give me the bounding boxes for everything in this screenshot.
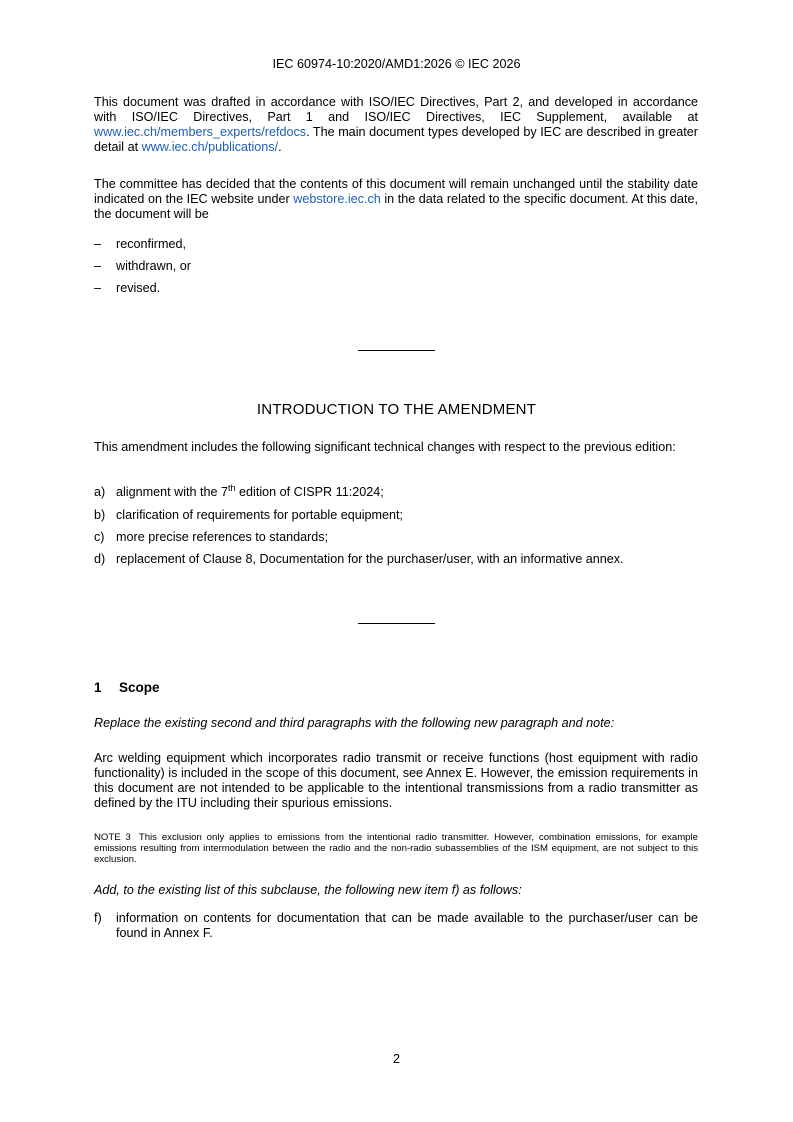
list-item-text: clarification of requirements for portable equipment;: [116, 508, 404, 522]
list-item-prefix: b): [94, 508, 106, 522]
publications-link[interactable]: www.iec.ch/publications/: [141, 140, 279, 154]
list-item-text: more precise references to standards;: [116, 530, 329, 544]
list-item-text: withdrawn, or: [116, 259, 191, 273]
list-item-text: replacement of Clause 8, Documentation for the purchaser/user, with an informative annex.: [116, 552, 624, 566]
dash-bullet: –: [94, 281, 102, 295]
list-item-prefix: f): [94, 911, 102, 925]
foreword-text: in the data related to the specific document. At this date, the document will be: [94, 192, 699, 221]
foreword-text: . The main document types developed by IEC are described in greater detail at: [94, 125, 698, 154]
dash-bullet: –: [94, 237, 102, 251]
foreword-text: This document was drafted in accordance with ISO/IEC Directives, Part 2, and developed in accordance with ISO/IEC Directives, Part 1 and ISO/IEC Directives, IEC Supplement, available at: [94, 95, 698, 124]
foreword-paragraph-1: [94, 95, 698, 155]
clause-heading: [94, 680, 160, 695]
list-item-text: information on contents for documentation that can be made available to the purchaser/user can be found in Annex F.: [116, 911, 698, 940]
amendment-instruction: Replace the existing second and third paragraphs with the following new paragraph and note:: [94, 716, 615, 730]
webstore-link[interactable]: webstore.iec.ch: [293, 192, 381, 206]
note: [94, 832, 698, 865]
list-item-text: alignment with the 7th edition of CISPR 11:2024;: [116, 482, 384, 499]
note-label: NOTE 3: [94, 832, 131, 843]
page-number: 2: [392, 1052, 400, 1066]
introduction-heading: INTRODUCTION TO THE AMENDMENT: [256, 401, 537, 418]
introduction-paragraph: This amendment includes the following significant technical changes with respect to the previous edition:: [94, 440, 676, 454]
list-item-prefix: a): [94, 485, 106, 499]
list-item-text: reconfirmed,: [116, 237, 186, 251]
scope-paragraph: Arc welding equipment which incorporates radio transmit or receive functions (host equipment with radio functionality) is included in the scope of this document, see Annex E. However, the emission requirements in this document are not intended to be applicable to the intentional transmissions from a radio transmitter as defined by the ITU including their spurious emissions.: [94, 751, 698, 810]
refdocs-link[interactable]: www.iec.ch/members_experts/refdocs: [94, 125, 307, 139]
separator-rule: [358, 350, 435, 351]
separator-rule: [358, 623, 435, 624]
page-header: IEC 60974-10:2020/AMD1:2026 © IEC 2026: [272, 57, 521, 71]
list-item-prefix: c): [94, 530, 105, 544]
dash-bullet: –: [94, 259, 102, 273]
clause-number: 1: [94, 680, 102, 695]
amendment-instruction: Add, to the existing list of this subclause, the following new item f) as follows:: [94, 883, 522, 897]
foreword-text: .: [278, 140, 282, 154]
clause-title: Scope: [119, 680, 160, 695]
note-text: This exclusion only applies to emissions from the intentional radio transmitter. However, combination emissions, for example emissions resulting from intermodulation between the radio and the non-radio subassemblies of the ISM equipment, are not subject to this exclusion.: [94, 832, 698, 865]
list-item-prefix: d): [94, 552, 106, 566]
foreword-text: The committee has decided that the contents of this document will remain unchanged until the stability date indicated on the IEC website under: [94, 177, 698, 206]
foreword-paragraph-2: [94, 177, 698, 222]
list-item-text: revised.: [116, 281, 161, 295]
